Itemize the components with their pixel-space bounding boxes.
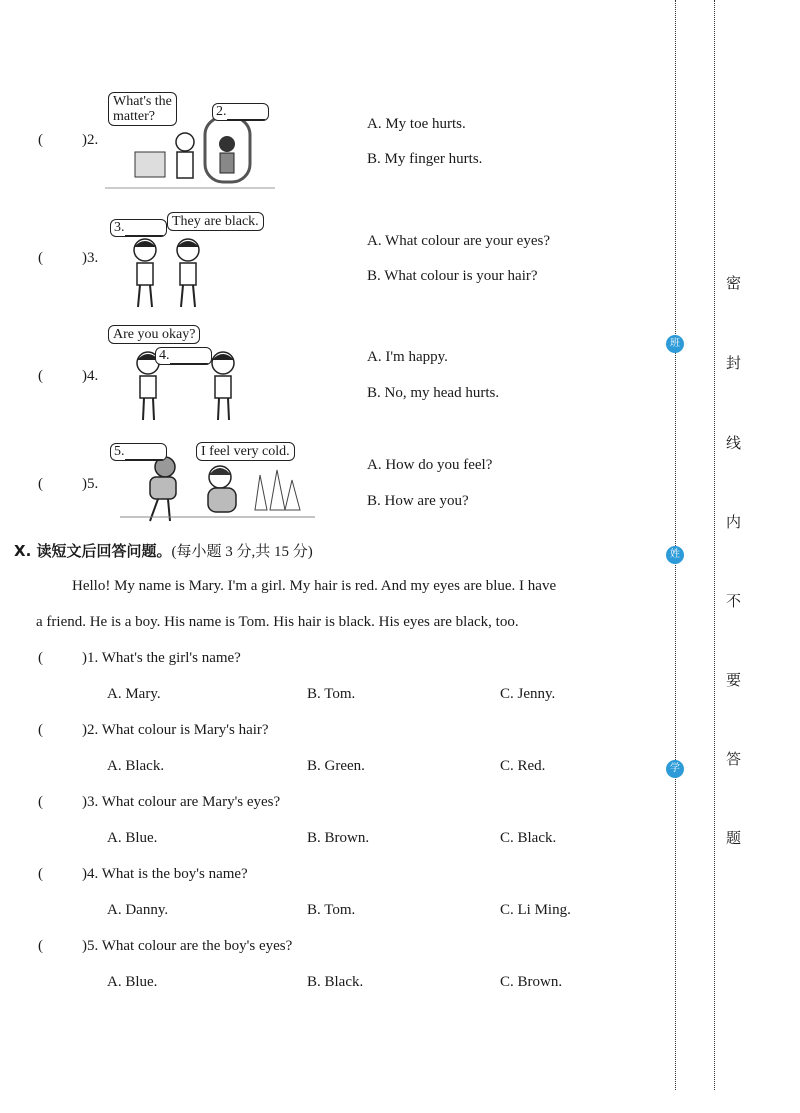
seal-char: 答 [726,750,742,768]
option-a: A. I'm happy. [367,349,448,365]
answer-bracket[interactable]: ( [38,368,43,384]
option-a[interactable]: A. Danny. [107,902,169,918]
blank-number: 5. [114,444,125,459]
question-number: )4. [82,368,99,384]
answer-bracket[interactable]: ( [38,250,43,266]
question-number: )5. [82,476,99,492]
blank-speech-bubble[interactable] [212,103,269,121]
blank-number: 4. [159,348,170,363]
option-b: B. No, my head hurts. [367,385,500,401]
answer-blank[interactable] [227,107,265,120]
option-a: A. How do you feel? [367,457,493,473]
option-c[interactable]: C. Jenny. [500,686,556,702]
question-text: )3. What colour are Mary's eyes? [82,794,281,810]
answer-bracket[interactable]: ( [38,938,43,954]
seal-char: 封 [726,354,742,372]
question-text: )2. What colour is Mary's hair? [82,722,269,738]
option-a[interactable]: A. Black. [107,758,165,774]
question-text: )1. What's the girl's name? [82,650,241,666]
seal-char: 要 [726,671,742,689]
reading-passage [36,568,656,640]
school-badge: 学 [666,760,684,778]
answer-bracket[interactable]: ( [38,476,43,492]
class-badge: 班 [666,335,684,353]
passage-line: Hello! My name is Mary. I'm a girl. My hair is red. And my eyes are blue. I have [72,578,557,594]
blank-speech-bubble[interactable] [110,443,167,461]
option-b[interactable]: B. Brown. [307,830,370,846]
speech-bubble: Are you okay? [108,325,200,344]
option-b[interactable]: B. Black. [307,974,364,990]
seal-char: 内 [726,513,742,531]
option-a[interactable]: A. Blue. [107,830,158,846]
option-a[interactable]: A. Mary. [107,686,161,702]
passage-line: a friend. He is a boy. His name is Tom. His hair is black. His eyes are black, too. [36,614,519,630]
section-heading [14,540,313,561]
answer-blank[interactable] [125,447,163,460]
option-b: B. What colour is your hair? [367,268,538,284]
option-b[interactable]: B. Green. [307,758,365,774]
cold-kids-illustration [120,455,315,523]
question-text: )5. What colour are the boy's eyes? [82,938,293,954]
two-kids-illustration [120,235,220,310]
answer-bracket[interactable]: ( [38,866,43,882]
blank-speech-bubble[interactable] [155,347,212,365]
section-title: X. 读短文后回答问题。 [14,542,172,560]
option-c[interactable]: C. Li Ming. [500,902,571,918]
option-c[interactable]: C. Red. [500,758,546,774]
option-c[interactable]: C. Brown. [500,974,563,990]
option-b: B. How are you? [367,493,469,509]
seal-line-right [714,0,715,1090]
option-a: A. What colour are your eyes? [367,233,550,249]
question-number: )3. [82,250,99,266]
question-number: )2. [82,132,99,148]
answer-bracket[interactable]: ( [38,794,43,810]
option-c[interactable]: C. Black. [500,830,557,846]
speech-bubble: What's the matter? [108,92,177,126]
speech-bubble: I feel very cold. [196,442,295,461]
answer-bracket[interactable]: ( [38,650,43,666]
answer-bracket[interactable]: ( [38,132,43,148]
seal-char: 密 [726,274,742,292]
seal-char: 不 [726,592,742,610]
name-badge: 姓 [666,546,684,564]
blank-number: 2. [216,104,227,119]
option-b: B. My finger hurts. [367,151,483,167]
speech-bubble: They are black. [167,212,264,231]
seal-char: 线 [726,434,742,452]
seal-char: 题 [726,829,742,847]
option-b[interactable]: B. Tom. [307,686,356,702]
answer-blank[interactable] [170,351,208,364]
blank-number: 3. [114,220,125,235]
option-a: A. My toe hurts. [367,116,466,132]
blank-speech-bubble[interactable] [110,219,167,237]
question-text: )4. What is the boy's name? [82,866,248,882]
option-b[interactable]: B. Tom. [307,902,356,918]
seal-line-left [675,0,676,1090]
answer-blank[interactable] [125,223,163,236]
answer-bracket[interactable]: ( [38,722,43,738]
option-a[interactable]: A. Blue. [107,974,158,990]
section-score-note: (每小题 3 分,共 15 分) [171,544,313,560]
